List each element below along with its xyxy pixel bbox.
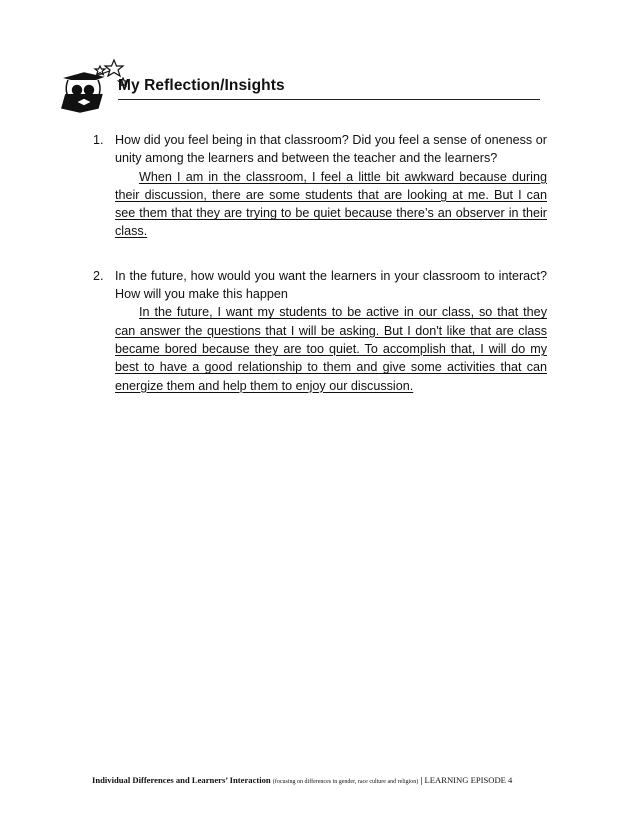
- question-text: In the future, how would you want the learners in your classroom to interact? How will you make this happen: [115, 268, 547, 302]
- footer-separator: |: [420, 775, 423, 785]
- page-footer: [92, 775, 548, 788]
- question-text: How did you feel being in that classroom? Did you feel a sense of oneness or unity among the learners and between the teacher and the learners?: [115, 133, 547, 166]
- section-heading: My Reflection/Insights: [118, 76, 540, 100]
- reflection-question-list: [93, 131, 547, 395]
- footer-episode: LEARNING EPISODE 4: [424, 775, 513, 785]
- footer-title: Individual Differences and Learners’ Interaction: [92, 775, 271, 785]
- footer-subtitle: (focusing on differences in gender, race culture and religion): [272, 779, 419, 785]
- answer-text-content: In the future, I want my students to be active in our class, so that they can answer the questions that I will be asking. But I don't like that are class became bored because they are too quiet. To accomplish that, I will do my best to have a good relationship to them and give some activities that can energize them and help them to enjoy our discussion.: [115, 305, 547, 393]
- answer-text: [115, 168, 547, 241]
- answer-text: [115, 303, 547, 394]
- question-number: 1.: [93, 133, 104, 147]
- question-item-1: [93, 131, 547, 241]
- answer-text-content: When I am in the classroom, I feel a little bit awkward because during their discussion, there are some students that are looking at me. But I can see them that they are trying to be quiet because there’s an observer in their class.: [115, 169, 547, 239]
- question-number: 2.: [93, 268, 104, 283]
- question-item-2: [93, 267, 547, 395]
